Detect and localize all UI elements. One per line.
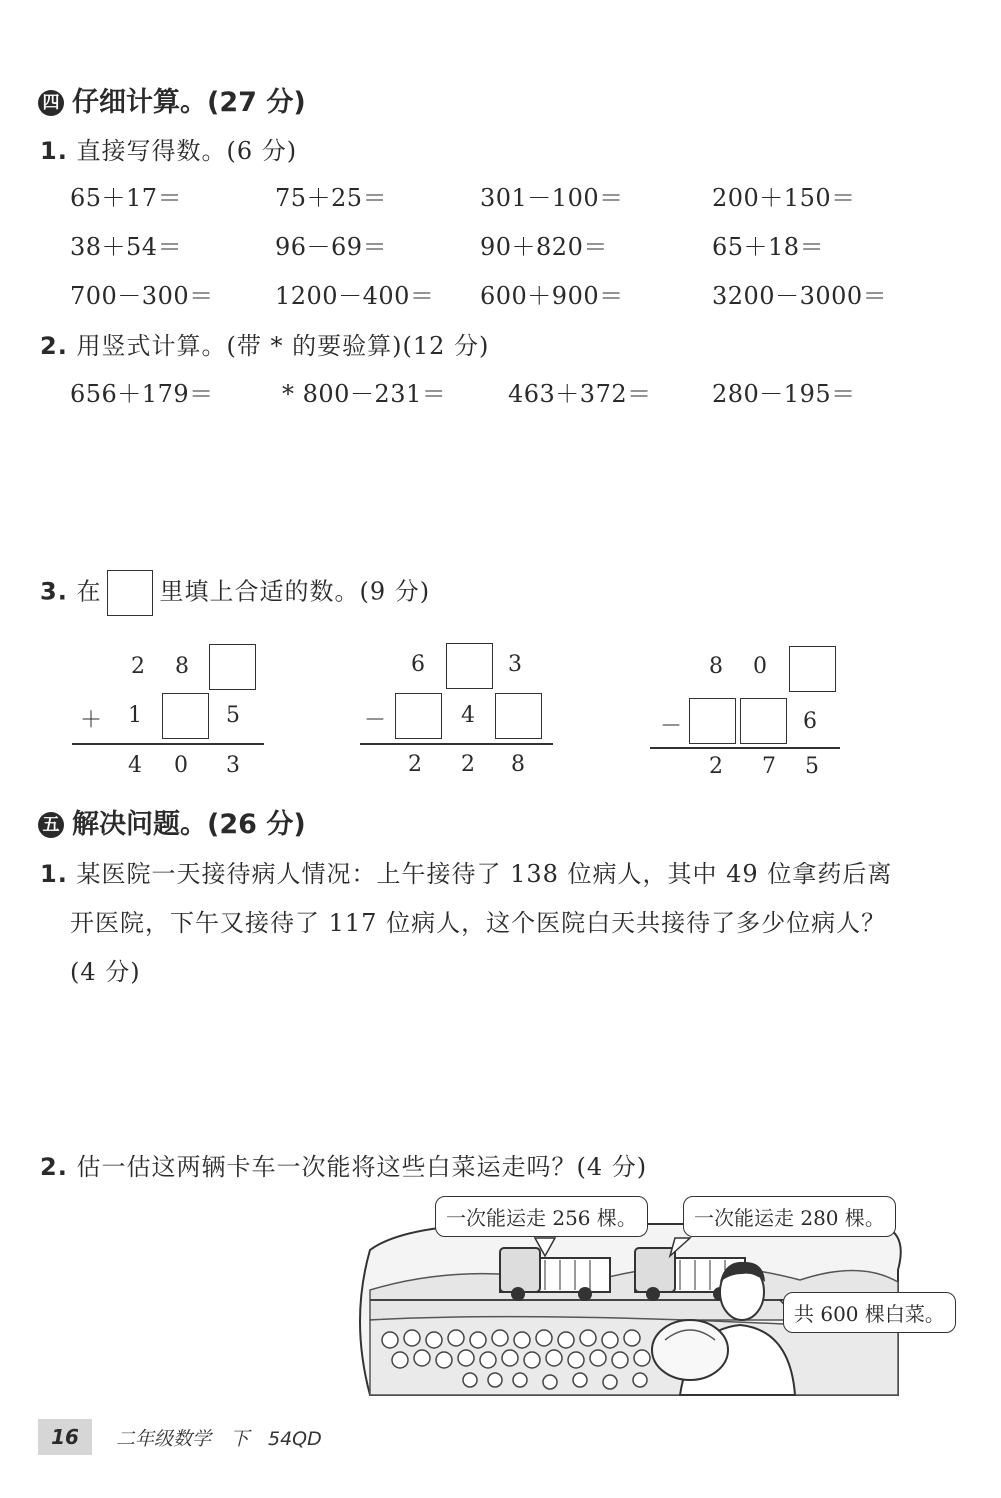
s4-q2-prompt: 2. 用竖式计算。(带 * 的要验算)(12 分) bbox=[40, 332, 490, 360]
p1-r1-d1: 2 bbox=[131, 654, 145, 679]
s4-q2-item1: 656＋179＝ bbox=[70, 380, 214, 408]
p2-res-d2: 2 bbox=[461, 752, 475, 777]
s4-q2-item3: 463＋372＝ bbox=[508, 380, 652, 408]
p3-r2-answer-box-1[interactable] bbox=[689, 698, 736, 744]
p2-operator: － bbox=[363, 708, 386, 733]
p1-r2-d1: 1 bbox=[128, 703, 142, 728]
answer-box-sample bbox=[107, 570, 153, 616]
s5-q1-line2: 开医院，下午又接待了 117 位病人，这个医院白天共接待了多少位病人？ bbox=[70, 909, 887, 937]
s4-q1-r1c2: 75＋25＝ bbox=[275, 184, 388, 212]
p1-r2-answer-box[interactable] bbox=[162, 693, 209, 739]
p3-r2-d3: 6 bbox=[803, 709, 817, 734]
p1-res-d3: 3 bbox=[226, 753, 240, 778]
p1-r1-answer-box[interactable] bbox=[209, 644, 256, 690]
section4-heading bbox=[38, 80, 306, 119]
s4-q1-r3c3: 600＋900＝ bbox=[480, 282, 624, 310]
section4-title: 仔细计算。(27 分) bbox=[72, 87, 306, 118]
p2-res-d1: 2 bbox=[408, 752, 422, 777]
p2-r1-d1: 6 bbox=[411, 652, 425, 677]
s4-q2-item2: * 800－231＝ bbox=[282, 380, 447, 408]
p2-r2-answer-box-2[interactable] bbox=[495, 693, 542, 739]
p1-r1-d2: 8 bbox=[175, 654, 189, 679]
p3-res-d3: 5 bbox=[805, 754, 819, 779]
s4-q1-r2c2: 96－69＝ bbox=[275, 233, 388, 261]
page-number: 16 bbox=[38, 1419, 92, 1455]
p3-operator: － bbox=[659, 714, 682, 739]
s5-q1-line1: 1. 某医院一天接待病人情况：上午接待了 138 位病人，其中 49 位拿药后离 bbox=[40, 860, 893, 888]
p3-r1-d2: 0 bbox=[753, 654, 767, 679]
p2-res-d3: 8 bbox=[511, 752, 525, 777]
s4-q1-prompt: 1. 直接写得数。(6 分) bbox=[40, 137, 298, 165]
speech-bubble-truck-2: 一次能运走 280 棵。 bbox=[683, 1196, 896, 1237]
p3-res-d2: 7 bbox=[762, 754, 776, 779]
s4-q1-r1c1: 65＋17＝ bbox=[70, 184, 183, 212]
speech-bubble-farmer: 共 600 棵白菜。 bbox=[783, 1292, 956, 1333]
s4-q1-r1c3: 301－100＝ bbox=[480, 184, 624, 212]
p1-res-d1: 4 bbox=[128, 753, 142, 778]
s5-q1-line3: (4 分) bbox=[70, 958, 141, 986]
p2-rule bbox=[360, 743, 553, 745]
p3-rule bbox=[650, 747, 840, 749]
p2-r2-d2: 4 bbox=[461, 703, 475, 728]
p2-r2-answer-box-1[interactable] bbox=[395, 693, 442, 739]
p3-res-d1: 2 bbox=[709, 754, 723, 779]
s4-q1-r3c1: 700－300＝ bbox=[70, 282, 214, 310]
s4-q1-r2c3: 90＋820＝ bbox=[480, 233, 608, 261]
section5-badge: 五 bbox=[38, 812, 64, 838]
speech-bubble-truck-1: 一次能运走 256 棵。 bbox=[435, 1196, 648, 1237]
s4-q1-r2c1: 38＋54＝ bbox=[70, 233, 183, 261]
s4-q1-r1c4: 200＋150＝ bbox=[712, 184, 856, 212]
p3-r1-answer-box[interactable] bbox=[789, 646, 836, 692]
p2-r1-answer-box[interactable] bbox=[446, 643, 493, 689]
p2-r1-d3: 3 bbox=[508, 652, 522, 677]
p3-r2-answer-box-2[interactable] bbox=[740, 698, 787, 744]
p3-r1-d1: 8 bbox=[709, 654, 723, 679]
s4-q1-r3c2: 1200－400＝ bbox=[275, 282, 435, 310]
s4-q1-r2c4: 65＋18＝ bbox=[712, 233, 825, 261]
p1-r2-d3: 5 bbox=[226, 703, 240, 728]
section5-heading bbox=[38, 802, 306, 841]
p1-rule bbox=[72, 743, 264, 745]
s4-q1-r3c4: 3200－3000＝ bbox=[712, 282, 888, 310]
s5-q2-prompt: 2. 估一估这两辆卡车一次能将这些白菜运走吗？(4 分) bbox=[40, 1153, 648, 1181]
section4-badge: 四 bbox=[38, 90, 64, 116]
p1-res-d2: 0 bbox=[174, 753, 188, 778]
s4-q2-item4: 280－195＝ bbox=[712, 380, 856, 408]
section5-title: 解决问题。(26 分) bbox=[72, 809, 306, 840]
s4-q3-prompt: 3. 在 里填上合适的数。(9 分) bbox=[40, 570, 430, 616]
p1-operator: ＋ bbox=[79, 708, 102, 733]
book-info: 二年级数学 下 54QD bbox=[116, 1428, 322, 1450]
